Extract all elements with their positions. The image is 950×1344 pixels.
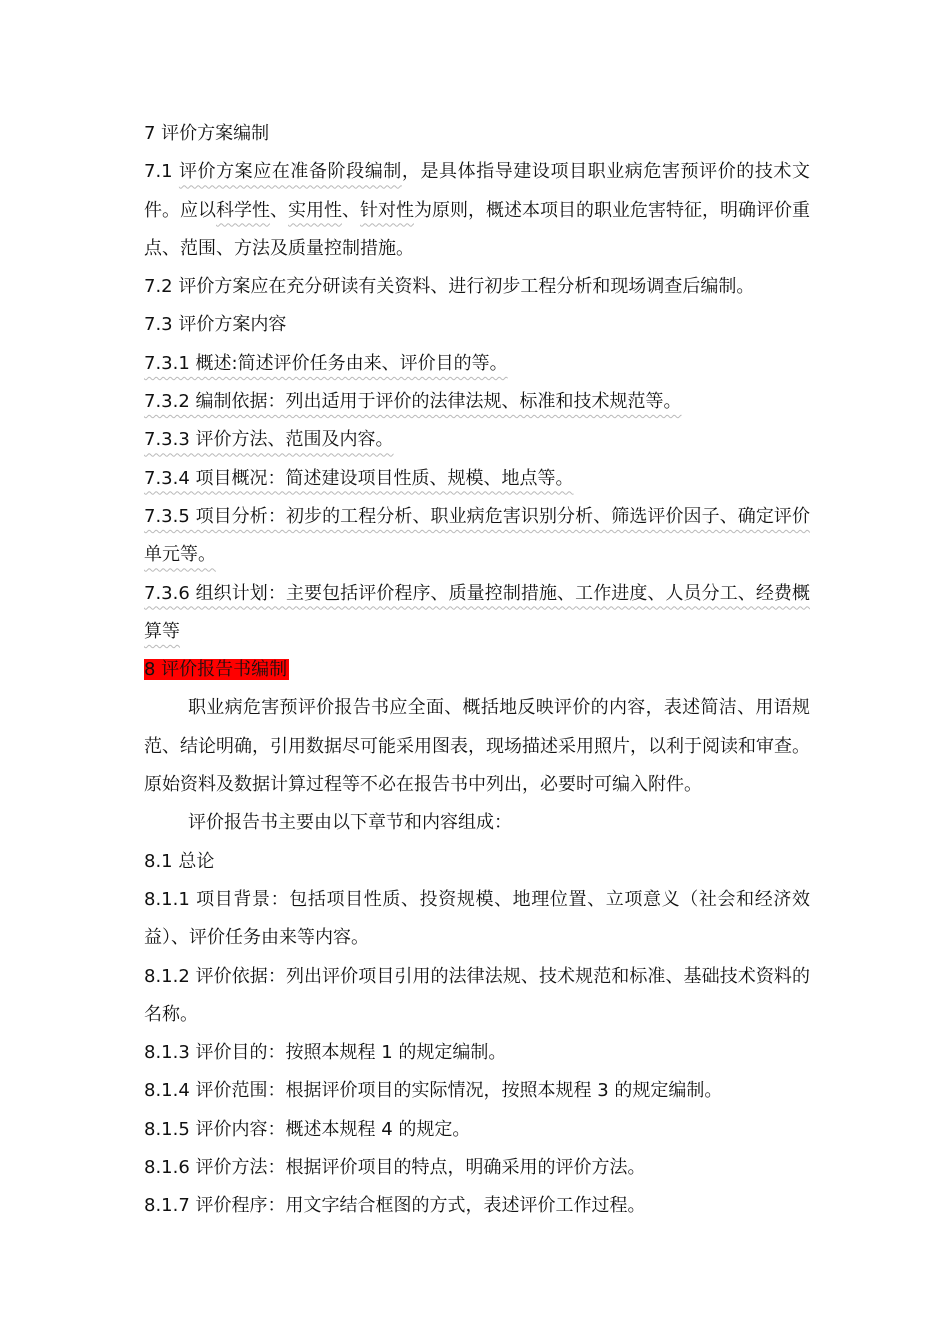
- paragraph-7-1-underlined: 评价方案应在准备阶段编制: [178, 161, 402, 183]
- paragraph-8-1-6: 8.1.6 评价方法：根据评价项目的特点，明确采用的评价方法。: [144, 1157, 646, 1179]
- paragraph-7-3-2: [144, 383, 810, 421]
- paragraph-7-2: 7.2 评价方案应在充分研读有关资料、进行初步工程分析和现场调查后编制。: [144, 276, 755, 298]
- term-scientific: 科学性: [216, 199, 270, 221]
- paragraph-7-3-5-text: 7.3.5 项目分析：初步的工程分析、职业病危害识别分析、筛选评价因子、确定评价单元等。: [144, 505, 810, 566]
- section-7-heading: 7 评价方案编制: [144, 123, 270, 144]
- paragraph-7-3-6: [144, 575, 810, 652]
- paragraph-7-1-text-d: 为原则，概述本项目的职业危害特征，明确评价重点、范围、方法及质量控制措施。: [144, 199, 810, 259]
- paragraph-8-structure: 评价报告书主要由以下章节和内容组成：: [188, 812, 512, 834]
- section-8-heading-highlight: 8 评价报告书编制: [144, 659, 288, 681]
- paragraph-8-1-7: 8.1.7 评价程序：用文字结合框图的方式，表述评价工作过程。: [144, 1195, 646, 1217]
- paragraph-7-1-sep-2: 、: [342, 199, 360, 221]
- section-8-heading: [144, 651, 810, 689]
- paragraph-7-1-number: 7.1: [144, 161, 179, 183]
- paragraph-7-3-1-text: 7.3.1 概述:简述评价任务由来、评价目的等。: [144, 352, 508, 374]
- paragraph-7-3-4: [144, 460, 810, 498]
- paragraph-7-1: [144, 153, 810, 268]
- paragraph-7-3-1: [144, 345, 810, 383]
- paragraph-7-3-6-text: 7.3.6 组织计划：主要包括评价程序、质量控制措施、工作进度、人员分工、经费概算等: [144, 582, 810, 642]
- paragraph-7-3-4-text: 7.3.4 项目概况：简述建设项目性质、规模、地点等。: [144, 467, 574, 489]
- term-targeted: 针对性: [360, 199, 414, 221]
- paragraph-8-1-5: 8.1.5 评价内容：概述本规程 4 的规定。: [144, 1118, 471, 1140]
- paragraph-7-3-3: [144, 421, 810, 459]
- paragraph-7-1-sep-1: 、: [270, 199, 288, 221]
- paragraph-8-1-4: 8.1.4 评价范围：根据评价项目的实际情况，按照本规程 3 的规定编制。: [144, 1080, 723, 1102]
- paragraph-7-3-5: [144, 498, 810, 575]
- paragraph-8-1-3: 8.1.3 评价目的：按照本规程 1 的规定编制。: [144, 1042, 507, 1064]
- paragraph-7-3: 7.3 评价方案内容: [144, 314, 287, 336]
- paragraph-7-3-3-text: 7.3.3 评价方法、范围及内容。: [144, 429, 394, 451]
- paragraph-8-1-1: 8.1.1 项目背景：包括项目性质、投资规模、地理位置、立项意义（社会和经济效益）、评价任务由来等内容。: [144, 888, 810, 949]
- paragraph-8-intro: 职业病危害预评价报告书应全面、概括地反映评价的内容，表述简洁、用语规范、结论明确，引用数据尽可能采用图表，现场描述采用照片，以利于阅读和审查。原始资料及数据计算过程等不必在报告书中列出，必要时可编入附件。: [144, 697, 810, 796]
- paragraph-8-1: 8.1 总论: [144, 850, 215, 872]
- paragraph-7-3-2-text: 7.3.2 编制依据：列出适用于评价的法律法规、标准和技术规范等。: [144, 391, 682, 413]
- paragraph-8-1-2: 8.1.2 评价依据：列出评价项目引用的法律法规、技术规范和标准、基础技术资料的名称。: [144, 965, 810, 1025]
- paragraph-7-1-text-a: ，是具体指导建设项目职业病危害预评价的技术文件。应以: [144, 161, 811, 221]
- term-practical: 实用性: [288, 199, 342, 221]
- document-body: [144, 115, 810, 1226]
